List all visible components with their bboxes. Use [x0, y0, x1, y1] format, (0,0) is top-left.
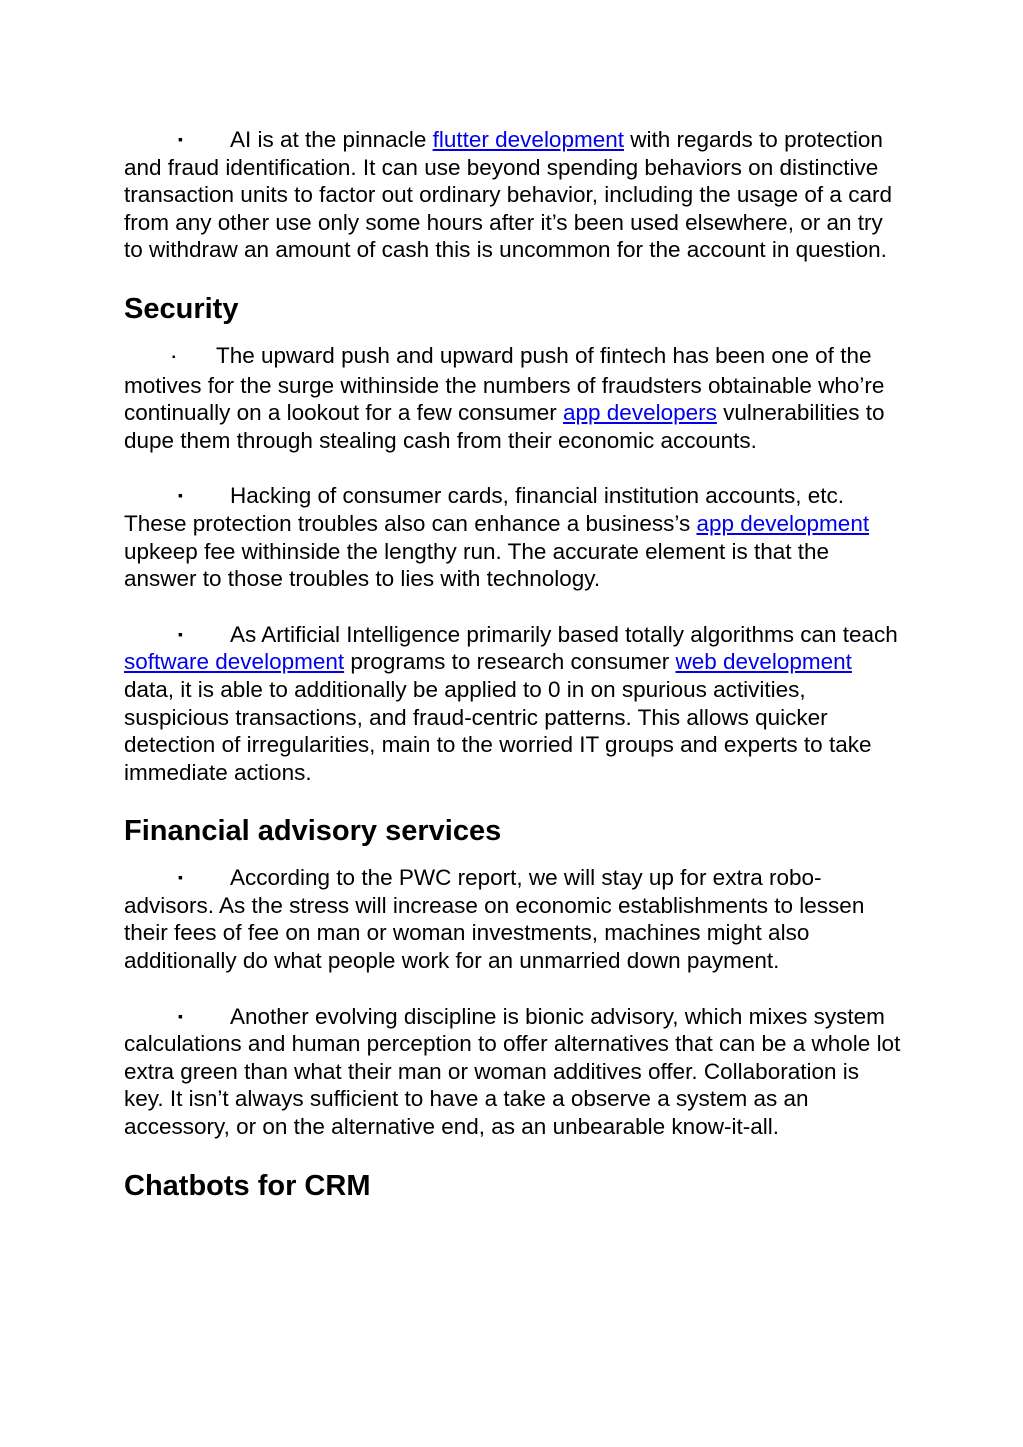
heading-security: Security [124, 292, 239, 325]
paragraph-ai-fraud [124, 126, 904, 264]
heading-financial-advisory: Financial advisory services [124, 815, 502, 848]
paragraph-fintech-fraud [124, 342, 904, 454]
paragraph-text: data, it is able to additionally be applied to 0 in on spurious activities, suspicious transactions, and fraud-centric patterns. This allows quicker detection of irregularities, main to the worried IT groups and experts to take immediate actions. [124, 676, 872, 785]
heading-chatbots-crm: Chatbots for CRM [124, 1169, 371, 1202]
paragraph-text: AI is at the pinnacle [230, 127, 433, 152]
paragraph-text: As Artificial Intelligence primarily based totally algorithms can teach [230, 621, 898, 647]
paragraph-robo-advisors [124, 864, 904, 974]
bullet-icon: ▪ [178, 1007, 183, 1024]
bullet-icon: ▪ [172, 351, 176, 363]
paragraph-hacking [124, 482, 904, 592]
link-flutter-development[interactable]: flutter development [432, 127, 624, 152]
paragraph-text: programs to research consumer [344, 649, 676, 675]
paragraph-text: with regards to protection and fraud identification. It can use beyond spending behaviors on distinctive transaction units to factor out ordinary behavior, including the usage of a card from any other use only some hours after it’s been used elsewhere, or an try to withdraw an amount of cash this is uncommon for the account in question. [124, 127, 892, 263]
paragraph-text: Another evolving discipline is bionic advisory, which mixes system calculations and human perception to offer alternatives that can be a whole lot extra green than what their man or woman additives offer. Collaboration is key. It isn’t always sufficient to have a take a observe a system as an accessory, or on the alternative end, as an unbearable know-it-all. [124, 1003, 901, 1140]
link-app-development[interactable]: app development [696, 510, 870, 536]
bullet-icon: ▪ [178, 869, 183, 886]
bullet-icon: ▪ [178, 487, 183, 504]
link-app-developers[interactable]: app developers [563, 400, 717, 426]
link-software-development[interactable]: software development [124, 649, 345, 675]
link-web-development[interactable]: web development [675, 649, 852, 675]
paragraph-text: vulnerabilities to dupe them through stealing cash from their economic accounts. [124, 400, 885, 453]
paragraph-text: According to the PWC report, we will stay up for extra robo-advisors. As the stress will increase on economic establishments to lessen their fees of fee on man or woman investments, machines might also additionally do what people work for an unmarried down payment. [124, 865, 865, 974]
paragraph-ai-algorithms [124, 621, 904, 787]
paragraph-text: Hacking of consumer cards, financial institution accounts, etc. These protection troubles also can enhance a business’s [124, 483, 845, 536]
paragraph-text: upkeep fee withinside the lengthy run. The accurate element is that the answer to those troubles to lies with technology. [124, 538, 830, 592]
document-page [124, 126, 904, 1203]
paragraph-text: The upward push and upward push of fintech has been one of the motives for the surge withinside the numbers of fraudsters obtainable who’re continually on a lookout for a few consumer [124, 342, 885, 426]
paragraph-bionic-advisory [124, 1003, 904, 1141]
bullet-icon: ▪ [178, 131, 183, 147]
bullet-icon: ▪ [178, 625, 183, 642]
